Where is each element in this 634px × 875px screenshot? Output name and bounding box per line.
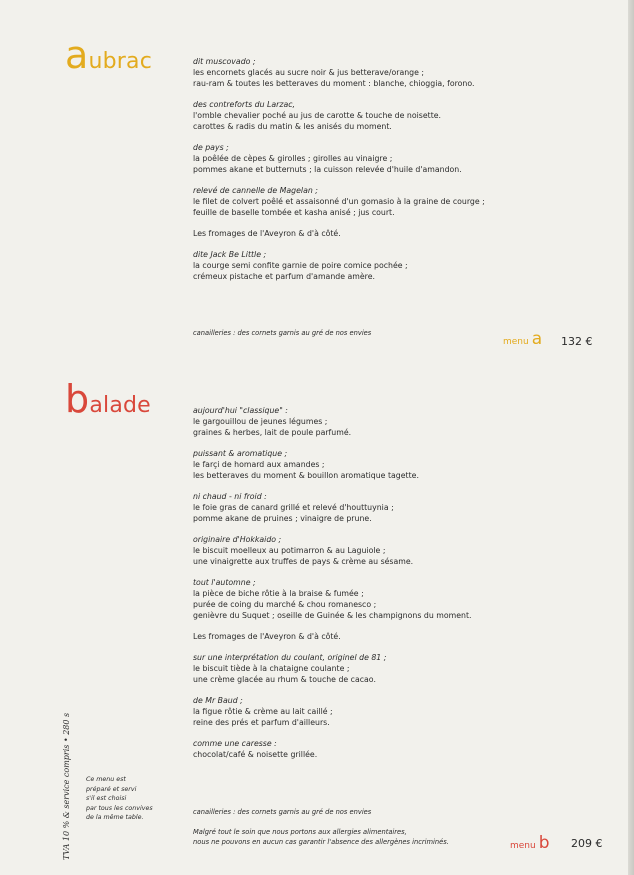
course-line: le gargouillou de jeunes légumes ; [193,417,328,426]
course-line: une crème glacée au rhum & touche de cacao. [193,675,376,684]
course-item [193,652,503,685]
menu-b-title-initial: b [65,377,90,421]
course-line: crémeux pistache et parfum d'amande amère. [193,272,375,281]
table-menu-note [86,775,186,823]
course-item [193,99,503,132]
course-line: le biscuit tiède à la chataigne coulante ; [193,664,350,673]
course-line: une vinaigrette aux truffes de pays & crème au sésame. [193,557,414,566]
course-item [193,56,503,89]
course-line: graines & herbes, lait de poule parfumé. [193,428,352,437]
menu-b-letter: b [538,833,550,853]
course-item [193,405,503,438]
menu-a-title-rest: ubrac [88,49,153,74]
course-line: la courge semi confite garnie de poire comice pochée ; [193,261,408,270]
course-line: la poêlée de cèpes & girolles ; girolles au vinaigre ; [193,154,393,163]
course-intro: comme une caresse : [193,739,277,748]
menu-b-price: 209 € [571,837,603,850]
allergy-disclaimer [193,828,449,847]
allergy-line: nous ne pouvons en aucun cas garantir l'absence des allergènes incriminés. [193,837,449,846]
course-intro: originaire d'Hokkaido ; [193,535,282,544]
course-item [193,631,503,642]
course-intro: puissant & aromatique ; [193,449,288,458]
course-intro: tout l'automne ; [193,578,256,587]
course-item [193,491,503,524]
side-note-line: de la même table. [86,814,144,821]
course-line: le filet de colvert poêlé et assaisonné d'un gomasio à la graine de courge ; [193,197,485,206]
course-item [193,228,503,239]
course-line: feuille de baselle tombée et kasha anisé ; jus court. [193,208,395,217]
course-line: l'omble chevalier poché au jus de carotte & touche de noisette. [193,111,442,120]
menu-a-title-initial: a [65,33,89,77]
menu-a-label [503,329,542,349]
menu-b-word: menu [510,841,536,851]
allergy-line: Malgré tout le soin que nous portons aux allergies alimentaires, [193,828,407,836]
course-line: le farçi de homard aux amandes ; [193,460,325,469]
side-note-line: préparé et servi [86,785,137,793]
course-intro: de pays ; [193,143,229,152]
course-line: les encornets glacés au sucre noir & jus betterave/orange ; [193,68,425,77]
course-intro: de Mr Baud ; [193,696,243,705]
menu-a-canailleries-note: canailleries : des cornets garnis au gré de nos envies [193,329,372,337]
course-line: genièvre du Suquet ; oseille de Guinée & les champignons du moment. [193,611,472,620]
course-item [193,142,503,175]
course-intro: des contreforts du Larzac, [193,100,295,109]
course-intro: relevé de cannelle de Magelan ; [193,186,318,195]
tax-service-text: TVA 10 % & service compris • 280 s [62,712,71,860]
course-line: la pièce de biche rôtie à la braise & fumée ; [193,589,364,598]
course-item [193,577,503,621]
course-line: la figue rôtie & crème au lait caillé ; [193,707,333,716]
course-line: pommes akane et butternuts ; la cuisson relevée d'huile d'amandon. [193,165,462,174]
course-line: rau-ram & toutes les betteraves du moment : blanche, chioggia, forono. [193,79,475,88]
menu-a-word: menu [503,337,529,347]
menu-b-courses [193,405,503,770]
menu-a-title [65,33,153,77]
course-line: les betteraves du moment & bouillon aromatique tagette. [193,471,419,480]
course-item [193,185,503,218]
menu-a-courses [193,56,503,292]
course-line: purée de coing du marché & chou romanesco ; [193,600,377,609]
menu-a-price: 132 € [561,335,593,348]
menu-a-letter: a [531,329,543,349]
course-line: chocolat/café & noisette grillée. [193,750,318,759]
page-edge-shadow [628,0,634,875]
side-note-line: s'il est choisi [86,795,127,802]
menu-b-title [65,377,151,421]
course-line: reine des prés et parfum d'ailleurs. [193,718,330,727]
course-line: pomme akane de pruines ; vinaigre de prune. [193,514,372,523]
course-line: carottes & radis du matin & les anisés du moment. [193,122,392,131]
course-intro: dit muscovado ; [193,57,256,66]
course-line: le biscuit moelleux au potimarron & au Laguiole ; [193,546,386,555]
menu-b-canailleries-note: canailleries : des cornets garnis au gré de nos envies [193,808,372,816]
menu-b-title-rest: alade [89,393,151,418]
course-item [193,448,503,481]
course-intro: dite Jack Be Little ; [193,250,267,259]
course-item [193,738,503,760]
course-intro: sur une interprétation du coulant, originel de 81 ; [193,653,387,662]
course-item [193,695,503,728]
course-intro: aujourd'hui "classique" : [193,406,288,415]
side-note-line: Ce menu est [86,776,126,783]
course-line: Les fromages de l'Aveyron & d'à côté. [193,229,341,238]
course-line: le foie gras de canard grillé et relevé d'houttuynia ; [193,503,394,512]
side-note-line: par tous les convives [86,804,153,812]
course-item [193,249,503,282]
menu-b-label [510,833,550,853]
course-item [193,534,503,567]
tax-service-note [62,712,72,860]
course-line: Les fromages de l'Aveyron & d'à côté. [193,632,341,641]
course-intro: ni chaud - ni froid : [193,492,267,501]
